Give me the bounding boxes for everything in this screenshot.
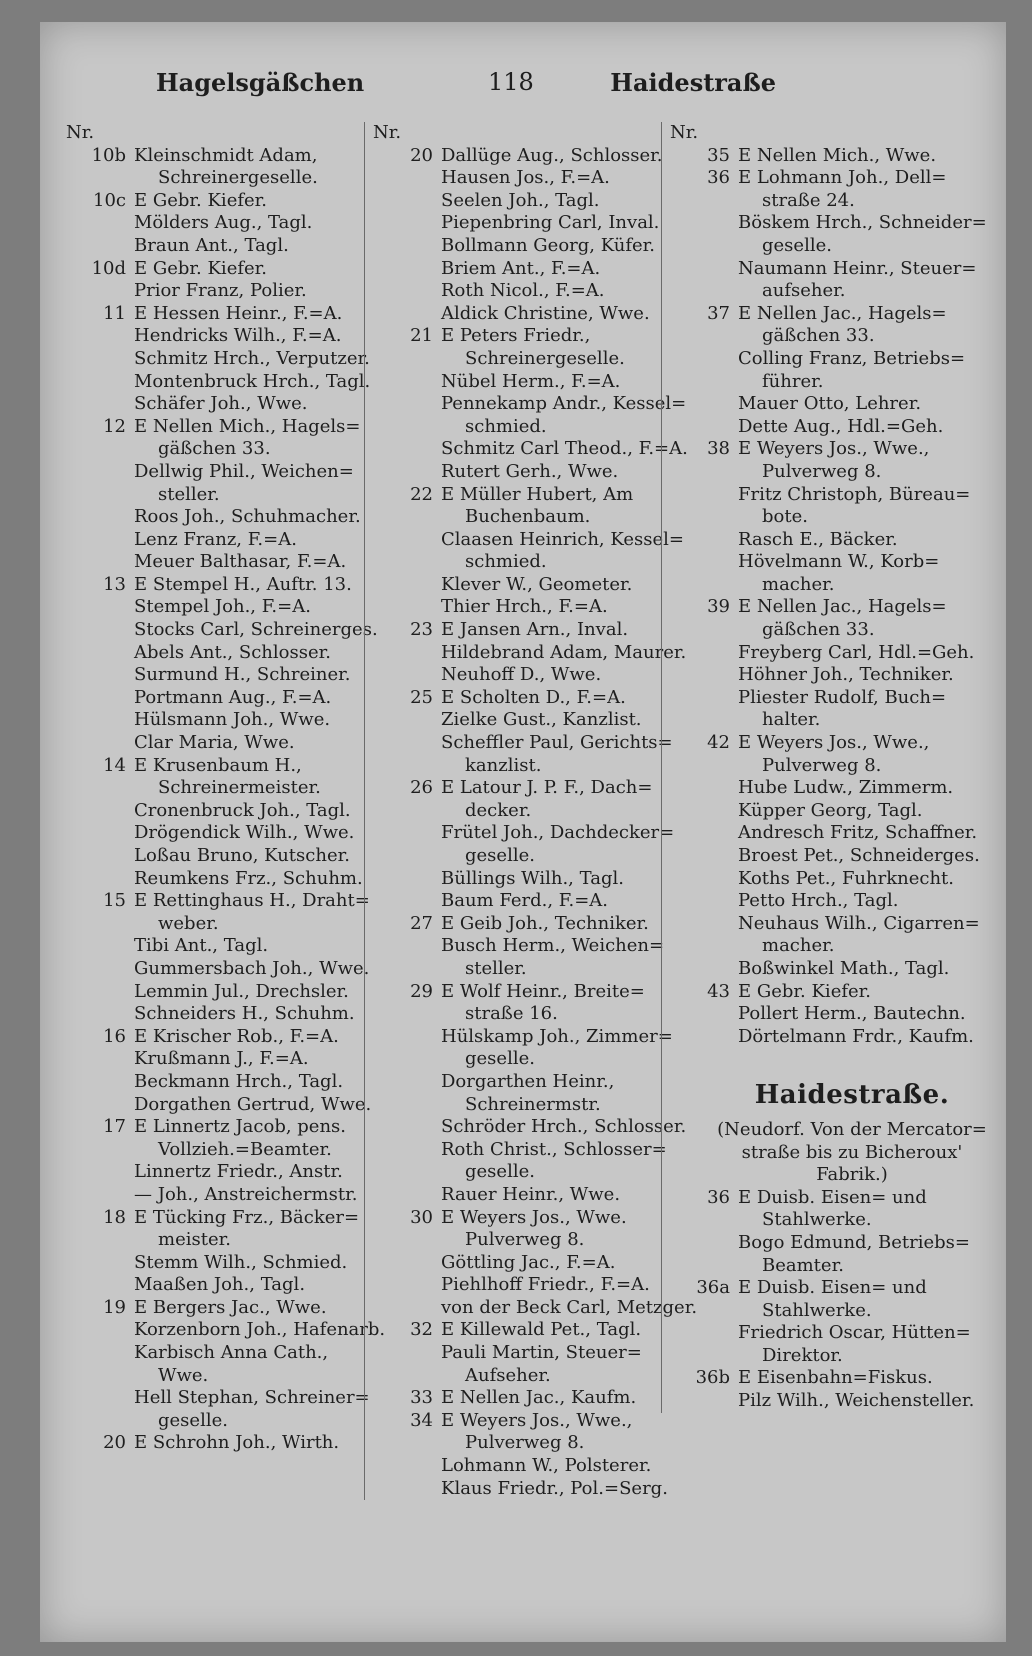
number-column-heading: Nr. [66, 122, 95, 143]
resident-line: Böskem Hrch., Schneider= [738, 212, 987, 234]
house-number: 10c [93, 189, 126, 211]
house-number-entry [66, 1432, 396, 1455]
resident-line: Schröder Hrch., Schlosser. [441, 1116, 687, 1138]
resident-text: E Tücking Frz., Bäcker= [134, 1206, 360, 1228]
continuation-line: Pulverweg 8. [762, 754, 882, 776]
continuation-line: Schreinergeselle. [465, 347, 625, 369]
resident-line: Rasch E., Bäcker. [738, 528, 898, 550]
resident-line: Schmitz Carl Theod., F.=A. [441, 438, 688, 460]
house-number: 15 [103, 890, 126, 912]
house-number: 33 [410, 1387, 433, 1409]
resident-line: Pennekamp Andr., Kessel= [441, 393, 687, 415]
resident-line: Klaus Friedr., Pol.=Serg. [441, 1477, 668, 1499]
resident-line: Nübel Herm., F.=A. [441, 370, 621, 392]
house-number-entry [670, 596, 1032, 619]
house-number: 22 [410, 483, 433, 505]
house-number: 19 [103, 1296, 126, 1318]
continuation-line: gäßchen 33. [762, 325, 875, 347]
resident-line: Montenbruck Hrch., Tagl. [134, 370, 371, 392]
continuation-line: meister. [158, 1229, 231, 1251]
resident-text: E Nellen Jac., Kaufm. [441, 1387, 637, 1409]
house-number-entry [66, 1026, 396, 1049]
resident-line: Lenz Franz, F.=A. [134, 528, 297, 550]
resident-line: Loßau Bruno, Kutscher. [134, 845, 350, 866]
resident-text: E Hessen Heinr., F.=A. [134, 302, 343, 324]
resident-line: Drögendick Wilh., Wwe. [134, 822, 355, 844]
resident-line: Lemmin Jul., Drechsler. [134, 980, 349, 1002]
page-number: 118 [488, 68, 534, 96]
house-number: 36 [707, 167, 730, 189]
continuation-line: Buchenbaum. [465, 506, 591, 528]
continuation-line: Schreinermeister. [158, 777, 321, 799]
house-number: 30 [410, 1206, 433, 1228]
resident-text: E Nellen Jac., Hagels= [738, 596, 947, 618]
resident-line: Pollert Herm., Bautechn. [738, 1003, 966, 1025]
continuation-line: schmied. [465, 415, 547, 437]
resident-line: Roth Nicol., F.=A. [441, 280, 605, 302]
resident-text: E Nellen Jac., Hagels= [738, 302, 947, 324]
header-left-street: Hagelsgäßchen [156, 68, 365, 97]
house-number-entry [670, 732, 1032, 755]
section-description: Fabrik.) [816, 1164, 888, 1186]
resident-line: Schäfer Joh., Wwe. [134, 393, 308, 415]
house-number: 32 [410, 1319, 433, 1341]
continuation-line: geselle. [465, 845, 535, 866]
house-number-entry [66, 303, 396, 326]
continuation-line: geselle. [158, 1409, 228, 1431]
resident-line: Göttling Jac., F.=A. [441, 1251, 616, 1273]
house-number: 38 [707, 438, 730, 460]
house-number: 17 [103, 1116, 126, 1138]
house-number: 35 [707, 144, 730, 166]
resident-line: Aldick Christine, Wwe. [441, 302, 650, 324]
house-number-entry [373, 1410, 725, 1433]
resident-text: E Latour J. P. F., Dach= [441, 777, 653, 799]
house-number-entry [66, 145, 396, 168]
resident-line: von der Beck Carl, Metzger. [441, 1296, 698, 1318]
resident-text: E Scholten D., F.=A. [441, 686, 626, 708]
house-number: 36a [696, 1277, 730, 1299]
resident-text: E Geib Joh., Techniker. [441, 912, 649, 934]
resident-line: Boßwinkel Math., Tagl. [738, 957, 950, 979]
resident-line: Scheffler Paul, Gerichts= [441, 732, 673, 754]
resident-text: E Jansen Arn., Inval. [441, 619, 629, 641]
continuation-line: gäßchen 33. [158, 438, 271, 460]
house-number: 37 [707, 302, 730, 324]
resident-line: Stempel Joh., F.=A. [134, 596, 311, 618]
resident-text: E Gebr. Kiefer. [134, 257, 268, 279]
resident-line: Rauer Heinr., Wwe. [441, 1183, 621, 1205]
continuation-line: bote. [762, 506, 808, 528]
continuation-line: straße 16. [465, 1003, 558, 1025]
resident-line: Karbisch Anna Cath., [134, 1342, 329, 1364]
resident-line: Claasen Heinrich, Kessel= [441, 528, 684, 550]
house-number: 18 [103, 1206, 126, 1228]
continuation-line: gäßchen 33. [762, 619, 875, 641]
continuation-line: führer. [762, 370, 824, 392]
resident-text: E Gebr. Kiefer. [134, 189, 268, 211]
resident-line: Hausen Jos., F.=A. [441, 167, 610, 189]
resident-line: Rutert Gerh., Wwe. [441, 460, 619, 482]
resident-line: Mauer Otto, Lehrer. [738, 393, 922, 415]
resident-line: Surmund H., Schreiner. [134, 664, 351, 686]
house-number: 26 [410, 777, 433, 799]
house-number: 27 [410, 912, 433, 934]
resident-line: Roos Joh., Schuhmacher. [134, 506, 361, 528]
section-heading: Haidestraße. [754, 1080, 950, 1111]
continuation-line: macher. [762, 935, 835, 957]
house-number: 42 [707, 732, 730, 754]
house-number-entry [670, 438, 1032, 461]
resident-line: Dorgathen Gertrud, Wwe. [134, 1093, 372, 1115]
house-number-entry [670, 981, 1032, 1004]
house-number: 23 [410, 619, 433, 641]
resident-line: Tibi Ant., Tagl. [134, 935, 269, 957]
house-number: 10d [91, 257, 126, 279]
resident-line: Busch Herm., Weichen= [441, 935, 665, 957]
resident-line: Cronenbruck Joh., Tagl. [134, 799, 351, 821]
continuation-line: Aufseher. [465, 1364, 551, 1386]
resident-line: Clar Maria, Wwe. [134, 732, 295, 754]
house-number: 16 [103, 1025, 126, 1047]
resident-line: Reumkens Frz., Schuhm. [134, 867, 363, 889]
resident-text: E Müller Hubert, Am [441, 483, 634, 505]
continuation-line: aufseher. [762, 280, 846, 302]
continuation-line: decker. [465, 799, 532, 821]
resident-line: Braun Ant., Tagl. [134, 234, 289, 256]
resident-text: E Krusenbaum H., [134, 754, 302, 776]
resident-text: E Weyers Jos., Wwe., [738, 438, 930, 460]
resident-line: Küpper Georg, Tagl. [738, 799, 923, 821]
resident-line: Neuhaus Wilh., Cigarren= [738, 912, 980, 934]
column-1 [66, 122, 396, 1455]
resident-line: Hube Ludw., Zimmerm. [738, 777, 954, 799]
continuation-line: Pulverweg 8. [465, 1432, 585, 1454]
continuation-line: Stahlwerke. [762, 1209, 872, 1231]
resident-line: — Joh., Anstreichermstr. [134, 1183, 358, 1205]
header-right-street: Haidestraße [610, 68, 776, 97]
resident-line: Pilz Wilh., Weichensteller. [738, 1390, 975, 1412]
resident-text: E Peters Friedr., [441, 325, 591, 347]
resident-line: Andresch Fritz, Schaffner. [738, 822, 978, 844]
continuation-line: geselle. [465, 1161, 535, 1183]
resident-line: Mölders Aug., Tagl. [134, 212, 313, 234]
resident-line: Piehlhoff Friedr., F.=A. [441, 1274, 650, 1296]
resident-line: Portmann Aug., F.=A. [134, 686, 332, 708]
resident-line: Maaßen Joh., Tagl. [134, 1274, 306, 1296]
house-number: 36 [707, 1186, 730, 1208]
continuation-line: Schreinermstr. [465, 1093, 601, 1115]
continuation-line: Vollzieh.=Beamter. [158, 1138, 332, 1160]
house-number: 34 [410, 1409, 433, 1431]
continuation-line: halter. [762, 709, 821, 731]
resident-text: E Stempel H., Auftr. 13. [134, 573, 352, 595]
resident-line: Bogo Edmund, Betriebs= [738, 1231, 970, 1253]
resident-text: E Weyers Jos., Wwe., [441, 1409, 633, 1431]
house-number-entry [66, 1207, 396, 1230]
resident-line: Dorgarthen Heinr., [441, 1070, 615, 1092]
resident-text: E Schrohn Joh., Wirth. [134, 1432, 340, 1454]
resident-line: Klever W., Geometer. [441, 573, 633, 595]
house-number-entry [670, 1277, 1032, 1300]
resident-text: E Wolf Heinr., Breite= [441, 980, 645, 1002]
resident-line: Thier Hrch., F.=A. [441, 596, 608, 618]
resident-line: Dette Aug., Hdl.=Geh. [738, 415, 944, 437]
resident-line: Pauli Martin, Steuer= [441, 1342, 642, 1364]
continuation-line: schmied. [465, 551, 547, 573]
resident-line: Krußmann J., F.=A. [134, 1048, 309, 1070]
continuation-line: weber. [158, 912, 219, 934]
resident-line: Zielke Gust., Kanzlist. [441, 709, 642, 731]
resident-line: Linnertz Friedr., Anstr. [134, 1161, 343, 1183]
section-description: (Neudorf. Von der Mercator= [717, 1118, 987, 1140]
house-number-entry [66, 755, 396, 778]
resident-text: Kleinschmidt Adam, [134, 144, 318, 166]
house-number-entry [66, 890, 396, 913]
number-column-heading: Nr. [670, 122, 699, 143]
house-number-entry [66, 190, 396, 213]
resident-line: Roth Christ., Schlosser= [441, 1138, 667, 1160]
resident-text: E Eisenbahn=Fiskus. [738, 1367, 933, 1389]
continuation-line: Pulverweg 8. [762, 460, 882, 482]
house-number-entry [66, 258, 396, 281]
resident-line: Schneiders H., Schuhm. [134, 1003, 355, 1025]
section-description: straße bis zu Bicheroux' [741, 1141, 963, 1163]
resident-text: E Rettinghaus H., Draht= [134, 890, 370, 912]
house-number: 20 [103, 1432, 126, 1454]
resident-text: E Gebr. Kiefer. [738, 980, 872, 1002]
resident-text: E Weyers Jos., Wwe. [441, 1206, 627, 1228]
house-number-entry [66, 416, 396, 439]
continuation-line: kanzlist. [465, 754, 542, 776]
resident-line: Petto Hrch., Tagl. [738, 890, 899, 912]
resident-text: E Killewald Pet., Tagl. [441, 1319, 642, 1341]
house-number: 10b [91, 144, 126, 166]
resident-line: Pliester Rudolf, Buch= [738, 686, 947, 708]
continuation-line: macher. [762, 573, 835, 595]
resident-text: E Linnertz Jacob, pens. [134, 1116, 347, 1138]
resident-text: E Weyers Jos., Wwe., [738, 732, 930, 754]
continuation-line: geselle. [762, 234, 832, 256]
house-number-entry [66, 1116, 396, 1139]
resident-line: Stemm Wilh., Schmied. [134, 1251, 348, 1273]
continuation-line: Schreinergeselle. [158, 167, 318, 189]
resident-line: Schmitz Hrch., Verputzer. [134, 347, 370, 369]
resident-text: E Duisb. Eisen= und [738, 1277, 927, 1299]
resident-line: Seelen Joh., Tagl. [441, 189, 600, 211]
resident-text: E Nellen Mich., Hagels= [134, 415, 361, 437]
directory-page [40, 22, 1006, 1642]
resident-line: Hell Stephan, Schreiner= [134, 1387, 370, 1409]
resident-line: Hendricks Wilh., F.=A. [134, 325, 342, 347]
resident-text: E Lohmann Joh., Dell= [738, 167, 947, 189]
resident-line: Hülsmann Joh., Wwe. [134, 709, 331, 731]
number-column-heading: Nr. [373, 122, 402, 143]
page-header [40, 68, 1006, 108]
house-number-entry [66, 1297, 396, 1320]
resident-line: Beckmann Hrch., Tagl. [134, 1070, 344, 1092]
resident-line: Fritz Christoph, Büreau= [738, 483, 971, 505]
resident-text: E Duisb. Eisen= und [738, 1186, 927, 1208]
resident-line: Abels Ant., Schlosser. [134, 641, 331, 663]
resident-line: Baum Ferd., F.=A. [441, 890, 609, 912]
resident-line: Höhner Joh., Techniker. [738, 664, 954, 686]
resident-line: Prior Franz, Polier. [134, 280, 307, 302]
continuation-line: geselle. [465, 1048, 535, 1070]
continuation-line: steller. [465, 957, 527, 979]
continuation-line: straße 24. [762, 189, 855, 211]
house-number: 43 [707, 980, 730, 1002]
house-number-entry [66, 574, 396, 597]
house-number: 11 [103, 302, 126, 324]
house-number-entry [670, 1367, 1032, 1390]
resident-text: E Bergers Jac., Wwe. [134, 1296, 327, 1318]
resident-text: Dallüge Aug., Schlosser. [441, 144, 663, 166]
resident-line: Koths Pet., Fuhrknecht. [738, 867, 954, 889]
house-number-entry [670, 167, 1032, 190]
resident-line: Büllings Wilh., Tagl. [441, 867, 624, 889]
resident-line: Freyberg Carl, Hdl.=Geh. [738, 641, 975, 663]
resident-line: Piepenbring Carl, Inval. [441, 212, 660, 234]
house-number: 21 [410, 325, 433, 347]
continuation-line: Pulverweg 8. [465, 1229, 585, 1251]
continuation-line: Beamter. [762, 1254, 844, 1276]
resident-line: Naumann Heinr., Steuer= [738, 257, 977, 279]
house-number: 12 [103, 415, 126, 437]
resident-line: Gummersbach Joh., Wwe. [134, 957, 370, 979]
resident-line: Hövelmann W., Korb= [738, 551, 940, 573]
house-number: 25 [410, 686, 433, 708]
resident-line: Briem Ant., F.=A. [441, 257, 601, 279]
resident-line: Frütel Joh., Dachdecker= [441, 822, 675, 844]
resident-text: E Nellen Mich., Wwe. [738, 144, 937, 166]
resident-line: Hildebrand Adam, Maurer. [441, 641, 687, 663]
house-number: 36b [695, 1367, 730, 1389]
house-number: 14 [103, 754, 126, 776]
house-number-entry [670, 1187, 1032, 1210]
continuation-line: steller. [158, 483, 220, 505]
column-3 [661, 122, 1032, 1413]
continuation-line: Stahlwerke. [762, 1299, 872, 1321]
resident-line: Colling Franz, Betriebs= [738, 347, 966, 369]
house-number: 29 [410, 980, 433, 1002]
house-number: 39 [707, 596, 730, 618]
resident-line: Lohmann W., Polsterer. [441, 1455, 652, 1477]
house-number: 20 [410, 144, 433, 166]
house-number: 13 [103, 573, 126, 595]
resident-line: Broest Pet., Schneiderges. [738, 845, 980, 866]
continuation-line: Direktor. [762, 1344, 843, 1366]
resident-line: Bollmann Georg, Küfer. [441, 234, 656, 256]
house-number-entry [670, 303, 1032, 326]
resident-line: Dörtelmann Frdr., Kaufm. [738, 1025, 974, 1047]
resident-line: Korzenborn Joh., Hafenarb. [134, 1319, 386, 1341]
house-number-entry [670, 145, 1032, 168]
resident-line: Hülskamp Joh., Zimmer= [441, 1025, 673, 1047]
continuation-line: Wwe. [158, 1364, 209, 1386]
resident-line: Stocks Carl, Schreinerges. [134, 619, 378, 641]
resident-text: E Krischer Rob., F.=A. [134, 1025, 339, 1047]
resident-line: Meuer Balthasar, F.=A. [134, 551, 347, 573]
resident-line: Neuhoff D., Wwe. [441, 664, 602, 686]
resident-line: Friedrich Oscar, Hütten= [738, 1322, 971, 1344]
resident-line: Dellwig Phil., Weichen= [134, 460, 354, 482]
